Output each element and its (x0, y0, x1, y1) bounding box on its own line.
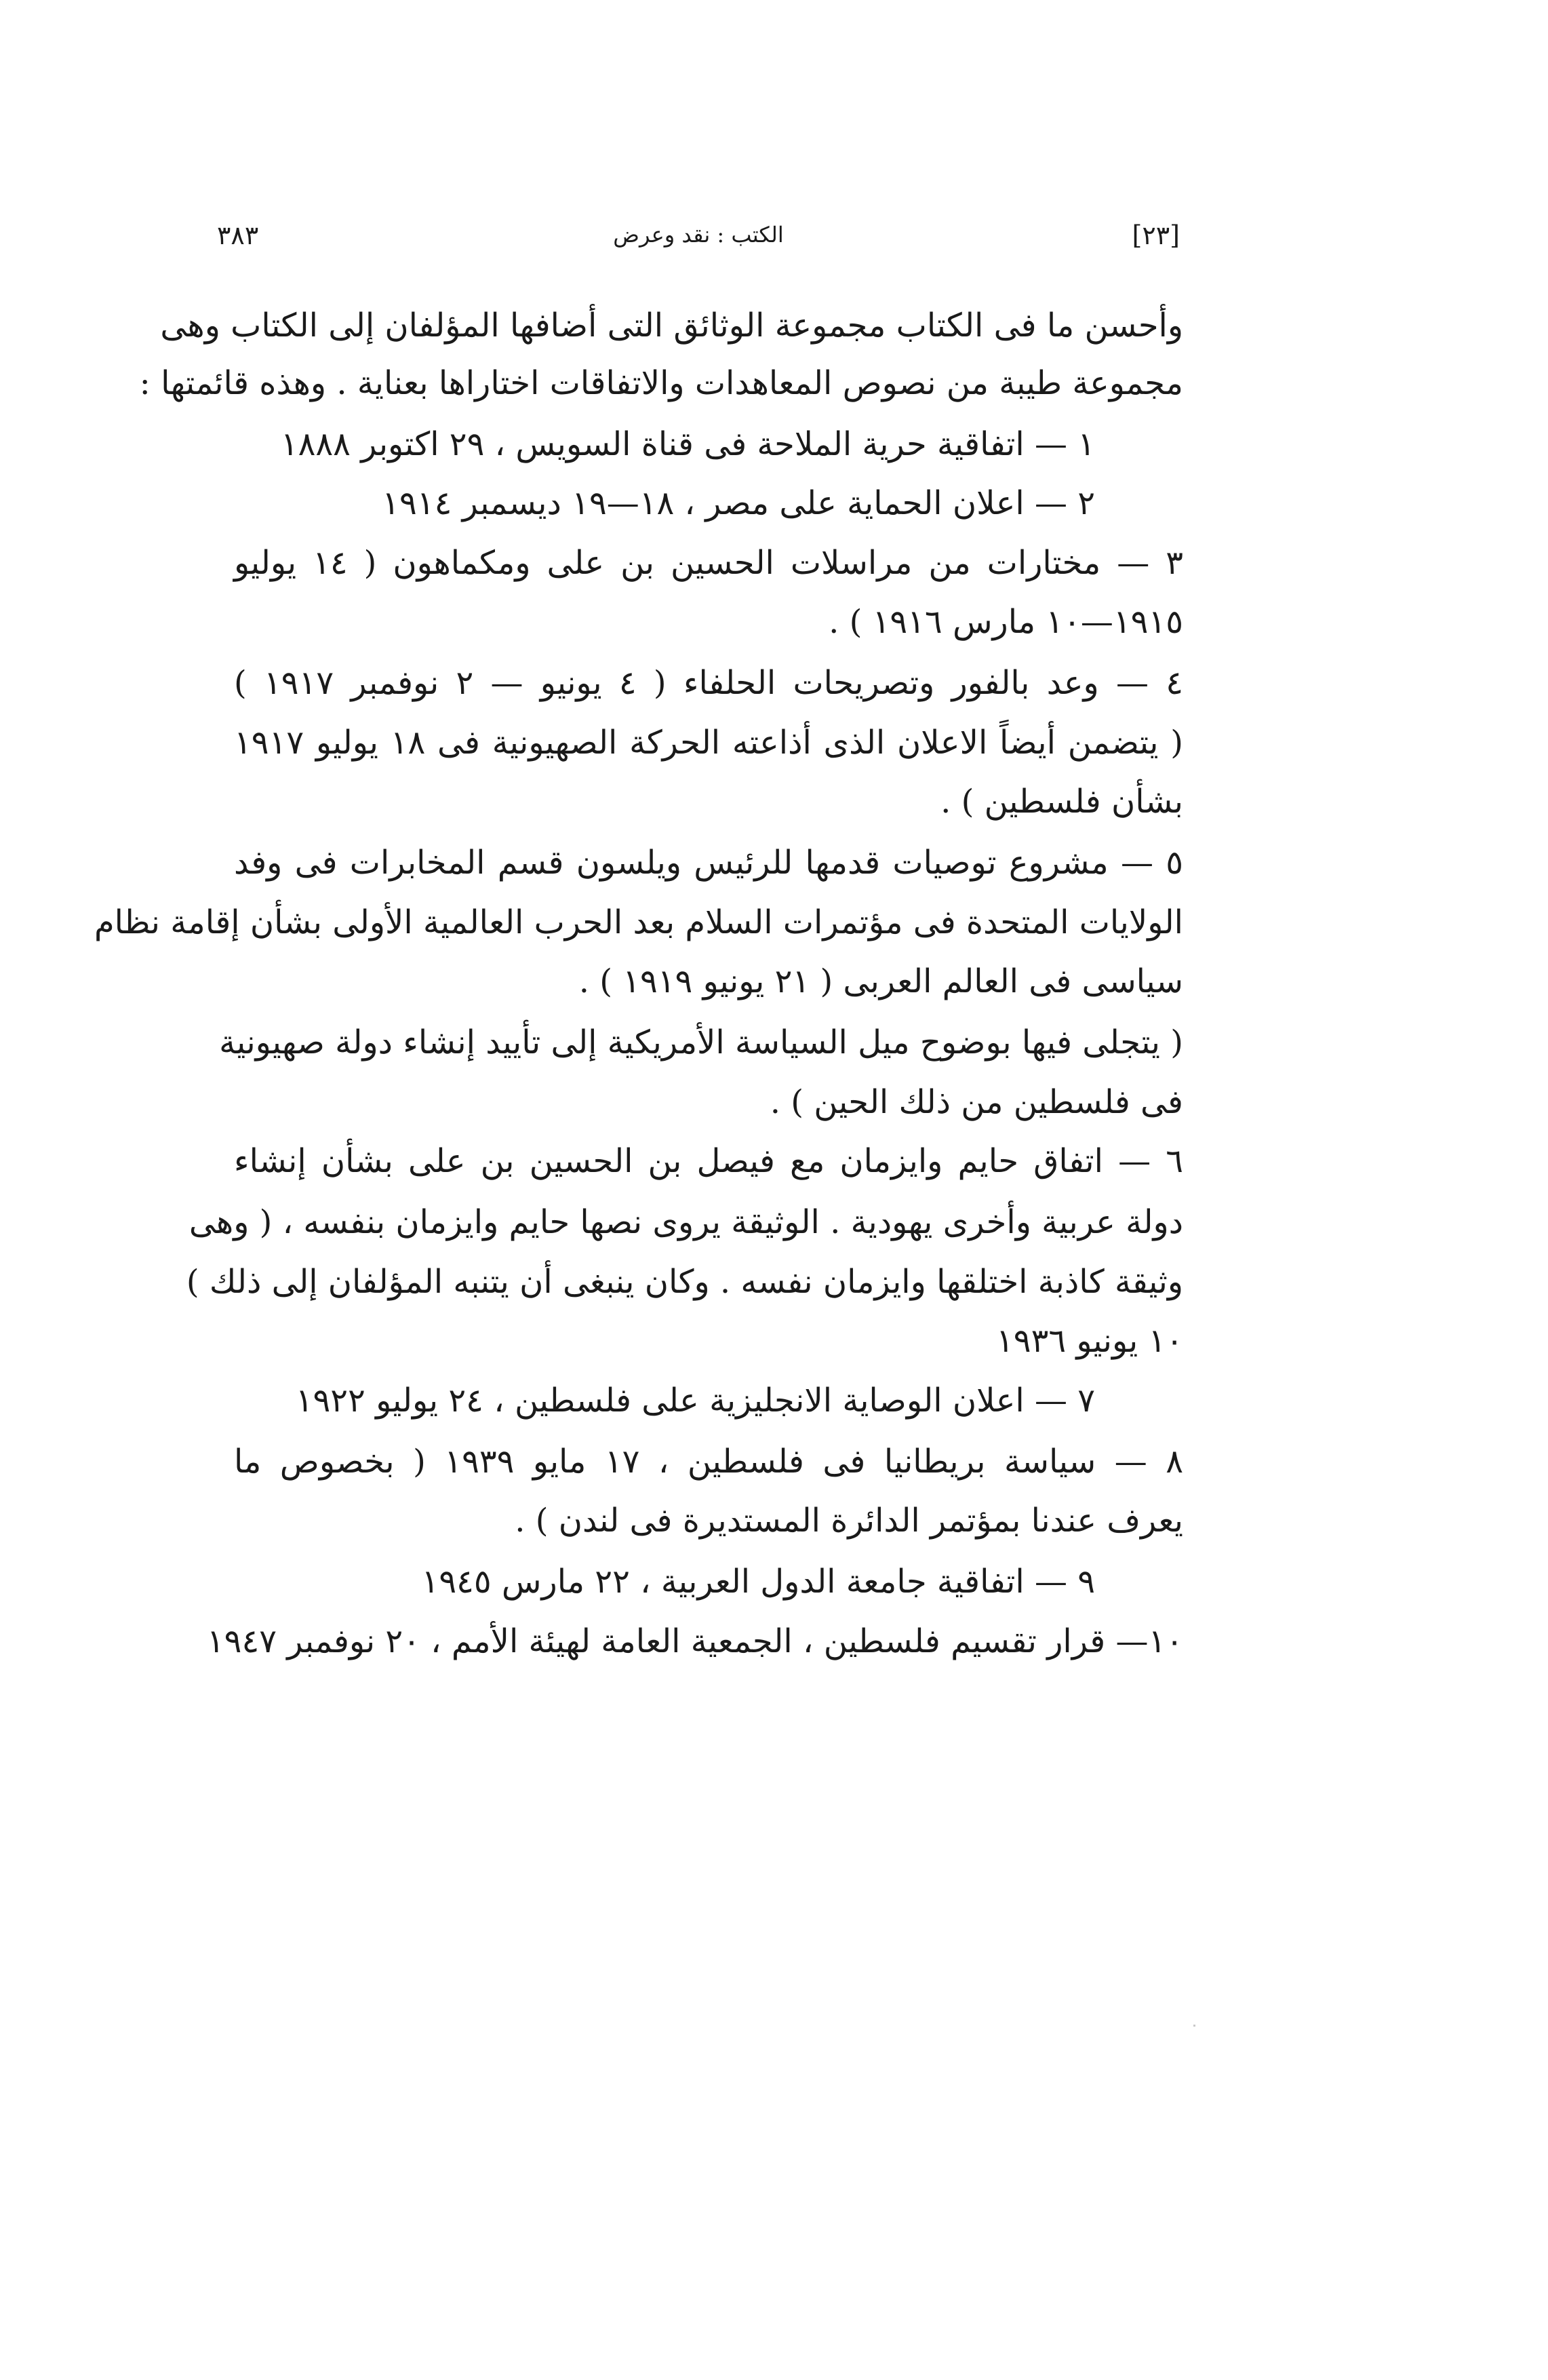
text-line: وثيقة كاذبة اختلقها وايزمان نفسه . وكان ينبغى أن يتنبه المؤلفان إلى ذلك ) (186, 1263, 1183, 1301)
page-header (217, 220, 1180, 261)
text-line: ( يتضمن أيضاً الاعلان الذى أذاعته الحركة الصهيونية فى ١٨ يوليو ١٩١٧ (234, 724, 1183, 762)
list-item: ١ — اتفاقية حرية الملاحة فى قناة السويس ، ٢٩ اكتوبر ١٨٨٨ (280, 425, 1095, 463)
text-line: ١٠ يونيو ١٩٣٦ (996, 1322, 1183, 1360)
list-item: ٤ — وعد بالفور وتصريحات الحلفاء ( ٤ يونيو — ٢ نوفمبر ١٩١٧ ) (234, 664, 1184, 702)
page-number: ٣٨٣ (217, 220, 259, 250)
section-number: [٢٣] (1132, 220, 1180, 250)
text-line: دولة عربية وأخرى يهودية . الوثيقة يروى نصها حايم وايزمان بنفسه ، ( وهى (188, 1203, 1183, 1241)
list-item: ٥ — مشروع توصيات قدمها للرئيس ويلسون قسم المخابرات فى وفد (234, 844, 1183, 882)
text-line: ( يتجلى فيها بوضوح ميل السياسة الأمريكية إلى تأييد إنشاء دولة صهيونية (219, 1023, 1183, 1061)
list-item: ٣ — مختارات من مراسلات الحسين بن على ومكماهون ( ١٤ يوليو (234, 544, 1183, 582)
list-item: ٦ — اتفاق حايم وايزمان مع فيصل بن الحسين بن على بشأن إنشاء (234, 1142, 1183, 1180)
text-line: بشأن فلسطين ) . (940, 783, 1183, 821)
text-line: ١٩١٥—١٠ مارس ١٩١٦ ) . (829, 603, 1183, 641)
text-line: وأحسن ما فى الكتاب مجموعة الوثائق التى أضافها المؤلفان إلى الكتاب وهى (160, 307, 1183, 345)
list-item: ١٠— قرار تقسيم فلسطين ، الجمعية العامة لهيئة الأمم ، ٢٠ نوفمبر ١٩٤٧ (206, 1622, 1183, 1660)
text-line: سياسى فى العالم العربى ( ٢١ يونيو ١٩١٩ ) . (578, 962, 1183, 1000)
list-item: ٩ — اتفاقية جامعة الدول العربية ، ٢٢ مارس ١٩٤٥ (421, 1563, 1095, 1601)
text-line: مجموعة طيبة من نصوص المعاهدات والاتفاقات اختاراها بعناية . وهذه قائمتها : (139, 364, 1183, 402)
scan-speck (1193, 2025, 1195, 2027)
list-item: ٧ — اعلان الوصاية الانجليزية على فلسطين ، ٢٤ يوليو ١٩٢٢ (295, 1382, 1095, 1420)
running-title: الكتب : نقد وعرض (613, 222, 784, 248)
list-item: ٨ — سياسة بريطانيا فى فلسطين ، ١٧ مايو ١٩٣٩ ( بخصوص ما (234, 1443, 1183, 1481)
list-item: ٢ — اعلان الحماية على مصر ، ١٨—١٩ ديسمبر ١٩١٤ (382, 484, 1095, 522)
text-line: الولايات المتحدة فى مؤتمرات السلام بعد الحرب العالمية الأولى بشأن إقامة نظام (94, 903, 1183, 941)
text-line: فى فلسطين من ذلك الحين ) . (770, 1083, 1183, 1121)
text-line: يعرف عندنا بمؤتمر الدائرة المستديرة فى لندن ) . (515, 1502, 1183, 1540)
